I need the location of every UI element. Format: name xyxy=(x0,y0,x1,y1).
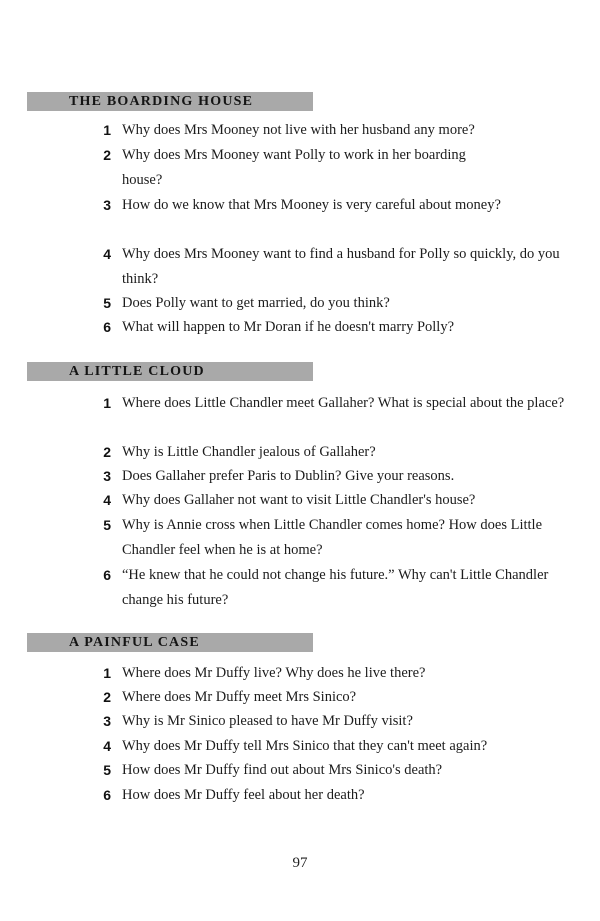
question-text: How does Mr Duffy find out about Mrs Sinico's death? xyxy=(122,762,443,778)
question-text: Why does Mrs Mooney want Polly to work in her boarding house? xyxy=(122,147,466,188)
question-number: 4 xyxy=(103,246,111,262)
question-number: 3 xyxy=(103,197,111,213)
question-number: 3 xyxy=(103,713,111,729)
question-number: 1 xyxy=(103,122,111,138)
section-header xyxy=(27,633,313,652)
question-number: 2 xyxy=(103,147,111,163)
question-number: 1 xyxy=(103,665,111,681)
question-number: 1 xyxy=(103,395,111,411)
question-number: 6 xyxy=(103,567,111,583)
question-number: 2 xyxy=(103,689,111,705)
section-title: A PAINFUL CASE xyxy=(69,635,200,650)
question-number: 4 xyxy=(103,738,111,754)
question-text: Why is Mr Sinico pleased to have Mr Duffy visit? xyxy=(122,713,413,729)
question-text: Why does Mrs Mooney not live with her husband any more? xyxy=(122,122,475,138)
question-text: How does Mr Duffy feel about her death? xyxy=(122,787,365,803)
question-text: Does Polly want to get married, do you think? xyxy=(122,295,390,311)
question-number: 6 xyxy=(103,787,111,803)
question-text: Why does Mr Duffy tell Mrs Sinico that they can't meet again? xyxy=(122,738,488,754)
question-number: 6 xyxy=(103,319,111,335)
question-text: Where does Little Chandler meet Gallaher? What is special about the place? xyxy=(122,395,565,411)
question-text: How do we know that Mrs Mooney is very careful about money? xyxy=(122,197,501,213)
question-text: Does Gallaher prefer Paris to Dublin? Give your reasons. xyxy=(122,468,455,484)
question-number: 4 xyxy=(103,492,111,508)
question-number: 3 xyxy=(103,468,111,484)
question-number: 5 xyxy=(103,762,111,778)
question-number: 5 xyxy=(103,295,111,311)
question-text: Why does Gallaher not want to visit Little Chandler's house? xyxy=(122,492,476,508)
question-text: Where does Mr Duffy meet Mrs Sinico? xyxy=(122,689,357,705)
section-title: THE BOARDING HOUSE xyxy=(69,94,254,109)
question-text: “He knew that he could not change his future.” Why can't Little Chandler change his future? xyxy=(122,567,549,608)
question-text: What will happen to Mr Doran if he doesn't marry Polly? xyxy=(122,319,455,335)
page-number: 97 xyxy=(292,855,308,871)
question-number: 5 xyxy=(103,517,111,533)
question-text: Why is Annie cross when Little Chandler comes home? How does Little Chandler feel when he is at home? xyxy=(122,517,543,558)
question-text: Why is Little Chandler jealous of Gallaher? xyxy=(122,444,376,460)
section-title: A LITTLE CLOUD xyxy=(69,364,205,379)
question-text: Why does Mrs Mooney want to find a husband for Polly so quickly, do you think? xyxy=(122,246,560,287)
section-header xyxy=(27,362,313,381)
question-number: 2 xyxy=(103,444,111,460)
section-header xyxy=(27,92,313,111)
question-text: Where does Mr Duffy live? Why does he live there? xyxy=(122,665,426,681)
